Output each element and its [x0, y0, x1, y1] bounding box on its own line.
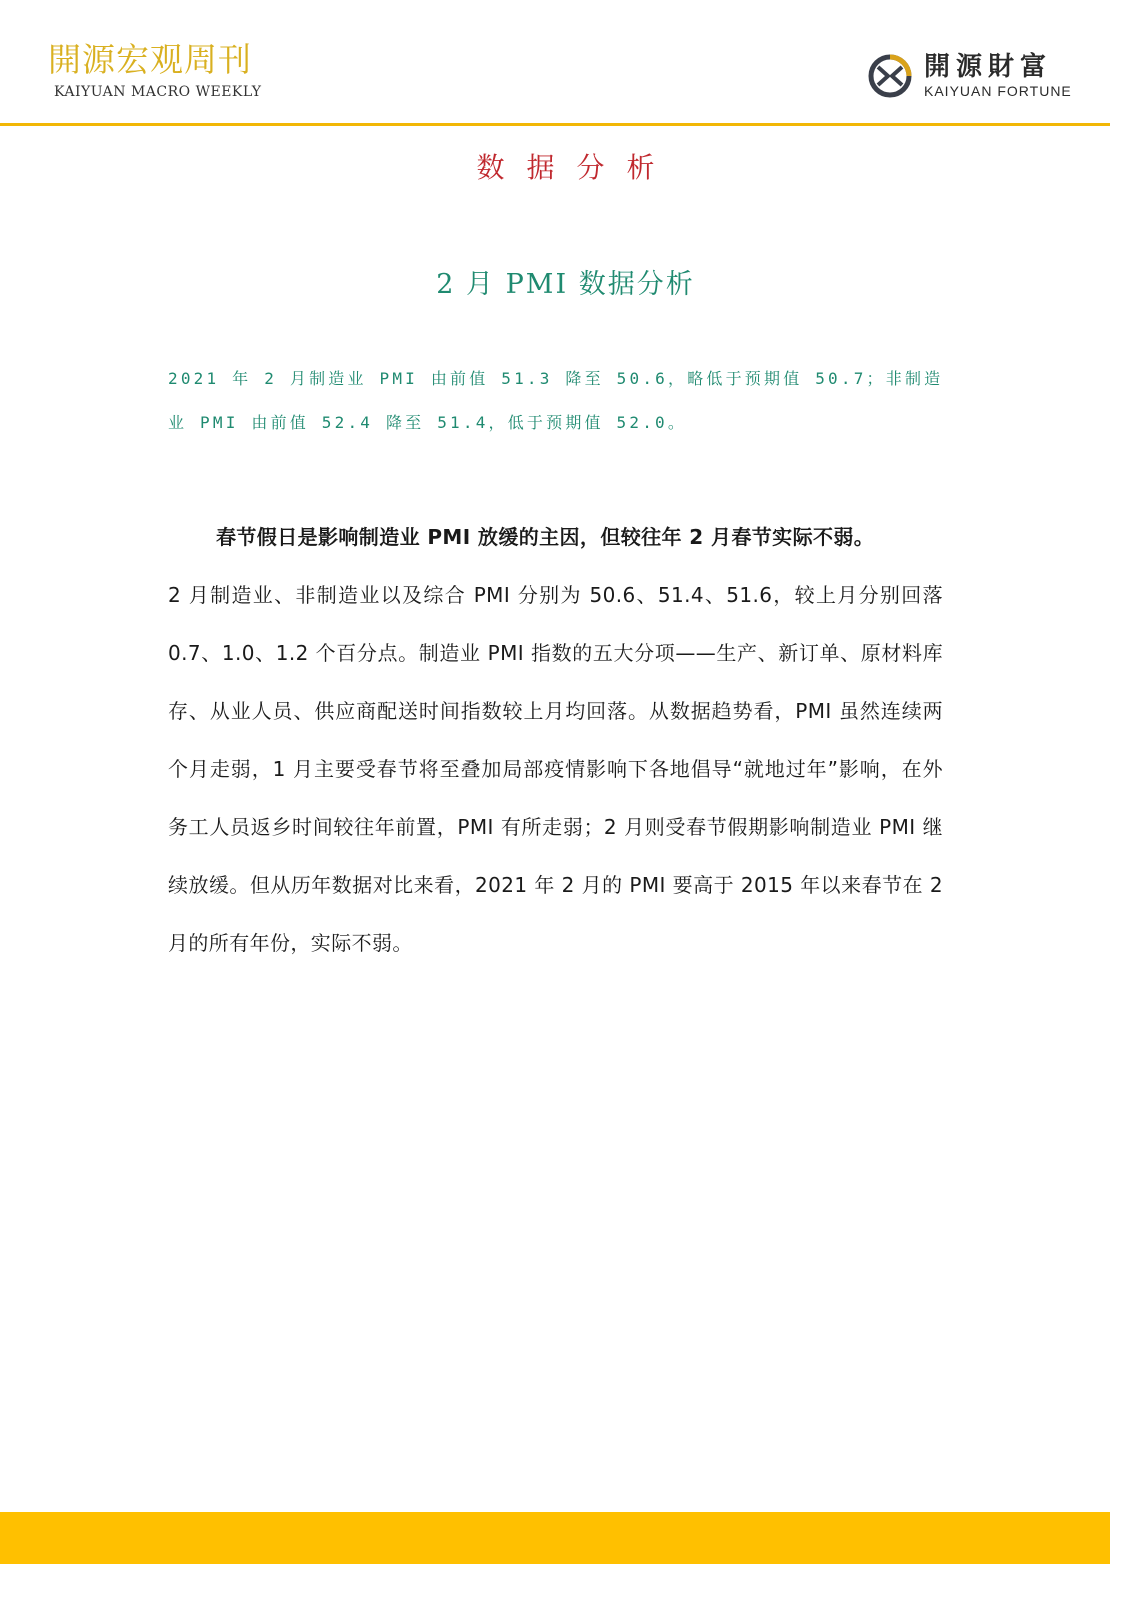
brand-logo [866, 52, 1072, 100]
logo-text [924, 53, 1072, 99]
lead-paragraph: 春节假日是影响制造业 PMI 放缓的主因，但较往年 2 月春节实际不弱。 [216, 525, 875, 549]
section-title: 数据分析 [476, 151, 677, 184]
header-divider [0, 123, 1110, 126]
kaiyuan-logo-icon [866, 52, 914, 100]
article-title: 2 月 PMI 数据分析 [436, 269, 695, 300]
logo-english-name: KAIYUAN FORTUNE [924, 83, 1072, 99]
footer-bar [0, 1512, 1110, 1564]
article-summary: 2021 年 2 月制造业 PMI 由前值 51.3 降至 50.6，略低于预期值 50.7；非制造业 PMI 由前值 52.4 降至 51.4，低于预期值 52.0。 [168, 369, 944, 432]
publication-subtitle: KAIYUAN MACRO WEEKLY [54, 84, 262, 100]
article-body [168, 508, 943, 972]
body-paragraph: 2 月制造业、非制造业以及综合 PMI 分别为 50.6、51.4、51.6，较上月分别回落 0.7、1.0、1.2 个百分点。制造业 PMI 指数的五大分项——生产、新订单、原材料库存、从业人员、供应商配送时间指数较上月均回落。从数据趋势看，PMI 虽然连续两个月走弱，1 月主要受春节将至叠加局部疫情影响下各地倡导“就地过年”影响，在外务工人员返乡时间较往年前置，PMI 有所走弱；2 月则受春节假期影响制造业 PMI 继续放缓。但从历年数据对比来看，2021 年 2 月的 PMI 要高于 2015 年以来春节在 2 月的所有年份，实际不弱。 [168, 583, 943, 955]
publication-header [48, 40, 262, 100]
logo-chinese-name: 開源財富 [924, 52, 1053, 82]
publication-title: 開源宏观周刊 [48, 40, 252, 79]
